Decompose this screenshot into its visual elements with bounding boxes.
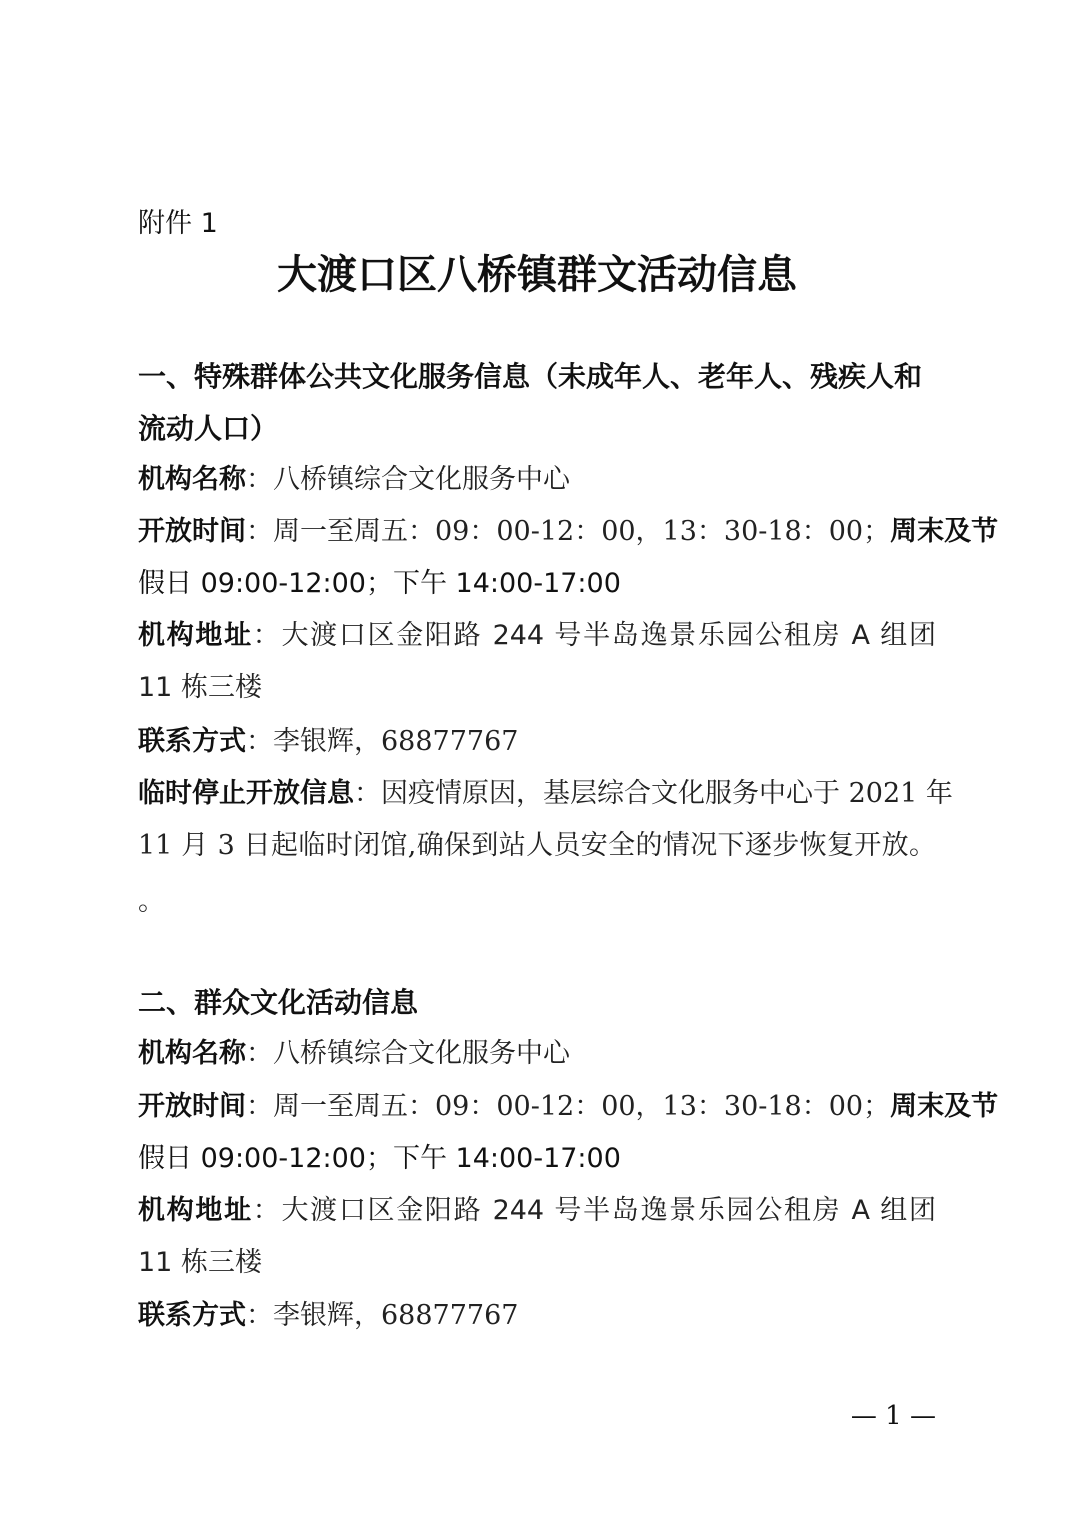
section1-closure-line1 <box>138 776 953 812</box>
section2-hours-line2: 假日 09:00-12:00；下午 14:00-17:00 <box>138 1143 621 1174</box>
address-value: ：大渡口区金阳路 244 号半岛逸景乐园公租房 A 组团 <box>252 620 936 651</box>
org-name-label: 机构名称 <box>138 464 246 495</box>
hours-label: 开放时间 <box>138 516 246 547</box>
section1-closure-line2: 11 月 3 日起临时闭馆,确保到站人员安全的情况下逐步恢复开放。 <box>138 830 936 861</box>
address-value: ：大渡口区金阳路 244 号半岛逸景乐园公租房 A 组团 <box>252 1195 936 1226</box>
section2-hours-line1 <box>138 1089 999 1125</box>
section1-hours-line2: 假日 09:00-12:00；下午 14:00-17:00 <box>138 568 621 599</box>
contact-label: 联系方式 <box>138 726 246 757</box>
section2-org-name <box>138 1036 570 1072</box>
section1-contact <box>138 724 518 760</box>
hours-label: 开放时间 <box>138 1091 246 1122</box>
section1-address-line2: 11 栋三楼 <box>138 672 262 703</box>
section1-address-line1 <box>138 618 936 654</box>
section1-heading-line1: 一、特殊群体公共文化服务信息（未成年人、老年人、残疾人和 <box>138 360 923 393</box>
section2-heading: 二、群众文化活动信息 <box>138 986 419 1019</box>
closure-label: 临时停止开放信息 <box>138 778 354 809</box>
hours-value-bold: 周末及节 <box>890 1091 999 1122</box>
hours-value: ：周一至周五：09：00-12：00，13：30-18：00； <box>246 1091 891 1122</box>
closure-value: ：因疫情原因，基层综合文化服务中心于 2021 年 <box>354 778 953 809</box>
org-name-value: ：八桥镇综合文化服务中心 <box>246 464 570 495</box>
address-label: 机构地址 <box>138 1195 253 1226</box>
contact-value: ：李银辉，68877767 <box>246 726 519 757</box>
hours-value: ：周一至周五：09：00-12：00，13：30-18：00； <box>246 516 891 547</box>
section1-org-name <box>138 462 570 498</box>
section1-hours-line1 <box>138 514 999 550</box>
address-label: 机构地址 <box>138 620 253 651</box>
section2-contact <box>138 1298 518 1334</box>
page-title: 大渡口区八桥镇群文活动信息 <box>277 251 797 298</box>
section2-address-line2: 11 栋三楼 <box>138 1247 262 1278</box>
section1-heading-line2: 流动人口） <box>138 412 279 445</box>
page-number: — 1 — <box>850 1401 936 1431</box>
org-name-value: ：八桥镇综合文化服务中心 <box>246 1038 570 1069</box>
section2-address-line1 <box>138 1193 936 1229</box>
org-name-label: 机构名称 <box>138 1038 246 1069</box>
hours-value-bold: 周末及节 <box>890 516 999 547</box>
contact-value: ：李银辉，68877767 <box>246 1300 519 1331</box>
attachment-label: 附件 1 <box>138 208 218 239</box>
section1-closure-line3: 。 <box>138 886 165 917</box>
contact-label: 联系方式 <box>138 1300 246 1331</box>
